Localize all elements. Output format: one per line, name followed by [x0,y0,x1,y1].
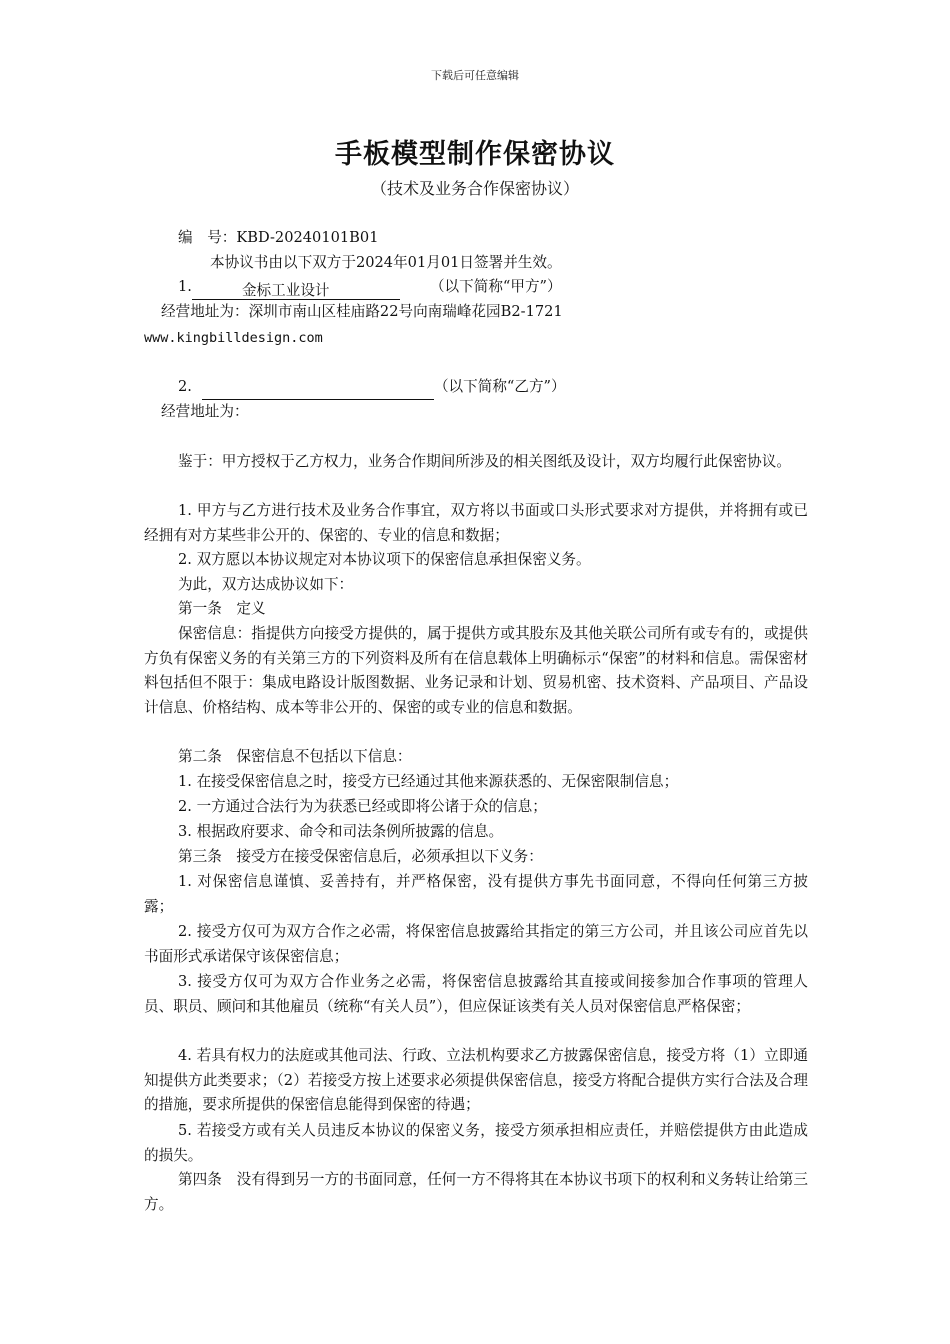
article-3-item-1: 1. 对保密信息谨慎、妥善持有，并严格保密，没有提供方事先书面同意，不得向任何第三方披露； [144,873,808,915]
article-3-item-3: 3. 接受方仅可为双方合作业务之必需，将保密信息披露给其直接或间接参加合作事项的管理人员、职员、顾问和其他雇员（统称“有关人员”），但应保证该类有关人员对保密信息严格保密； [144,973,808,1015]
article-2-heading: 第二条 保密信息不包括以下信息： [178,748,412,765]
document-subtitle: （技术及业务合作保密协议） [370,179,579,198]
article-3-heading: 第三条 接受方在接受保密信息后，必须承担以下义务： [178,848,543,865]
party-a-line [178,275,562,300]
article-4: 第四条 没有得到另一方的书面同意，任何一方不得将其在本协议书项下的权利和义务转让给第三方。 [144,1171,808,1213]
party-a-index: 1. [178,278,192,295]
article-1-heading: 第一条 定义 [178,600,266,617]
agreement-intro: 为此，双方达成协议如下： [178,576,354,593]
recital-item-1: 1. 甲方与乙方进行技术及业务合作事宜，双方将以书面或口头形式要求对方提供，并将拥有或已经拥有对方某些非公开的、保密的、专业的信息和数据； [144,502,808,544]
recital-item-2: 2. 双方愿以本协议规定对本协议项下的保密信息承担保密义务。 [178,551,591,568]
party-a-alias: （以下简称“甲方”） [429,278,562,295]
signing-statement: 本协议书由以下双方于2024年01月01日签署并生效。 [210,254,562,271]
party-a-name-field [192,279,400,300]
agreement-number: 编 号：KBD-20240101B01 [178,229,379,246]
party-a-name: 金标工业设计 [241,281,330,299]
party-b-name-field [202,379,434,400]
party-b-line [178,375,566,400]
article-3-item-5: 5. 若接受方或有关人员违反本协议的保密义务，接受方须承担相应责任，并赔偿提供方由此造成的损失。 [144,1122,808,1164]
party-a-website: www.kingbilldesign.com [144,330,323,346]
party-b-alias: （以下简称“乙方”） [433,378,566,395]
article-1-definition: 保密信息：指提供方向接受方提供的，属于提供方或其股东及其他关联公司所有或专有的，或提供方负有保密义务的有关第三方的下列资料及所有在信息载体上明确标示“保密”的材料和信息。需保密材料包括但不限于：集成电路设计版图数据、业务记录和计划、贸易机密、技术资料、产品项目、产品设计信息、价格结构、成本等非公开的、保密的或专业的信息和数据。 [144,625,808,716]
party-b-address: 经营地址为： [161,403,249,420]
article-3-item-2: 2. 接受方仅可为双方合作之必需，将保密信息披露给其指定的第三方公司，并且该公司应首先以书面形式承诺保守该保密信息； [144,923,808,965]
document-title: 手板模型制作保密协议 [335,139,615,170]
party-a-address: 经营地址为：深圳市南山区桂庙路22号向南瑞峰花园B2-1721 [161,303,563,320]
article-2-item-3: 3. 根据政府要求、命令和司法条例所披露的信息。 [178,823,504,840]
header-note: 下载后可任意编辑 [431,69,519,82]
article-3-item-4: 4. 若具有权力的法庭或其他司法、行政、立法机构要求乙方披露保密信息，接受方将（1）立即通知提供方此类要求；（2）若接受方按上述要求必须提供保密信息，接受方将配合提供方实行合法及合理的措施，要求所提供的保密信息能得到保密的待遇； [144,1047,808,1114]
article-2-item-1: 1. 在接受保密信息之时，接受方已经通过其他来源获悉的、无保密限制信息； [178,773,679,790]
recital-paragraph: 鉴于：甲方授权于乙方权力，业务合作期间所涉及的相关图纸及设计，双方均履行此保密协议。 [178,453,791,470]
party-b-index: 2. [178,378,192,395]
article-2-item-2: 2. 一方通过合法行为为获悉已经或即将公诸于众的信息； [178,798,547,815]
